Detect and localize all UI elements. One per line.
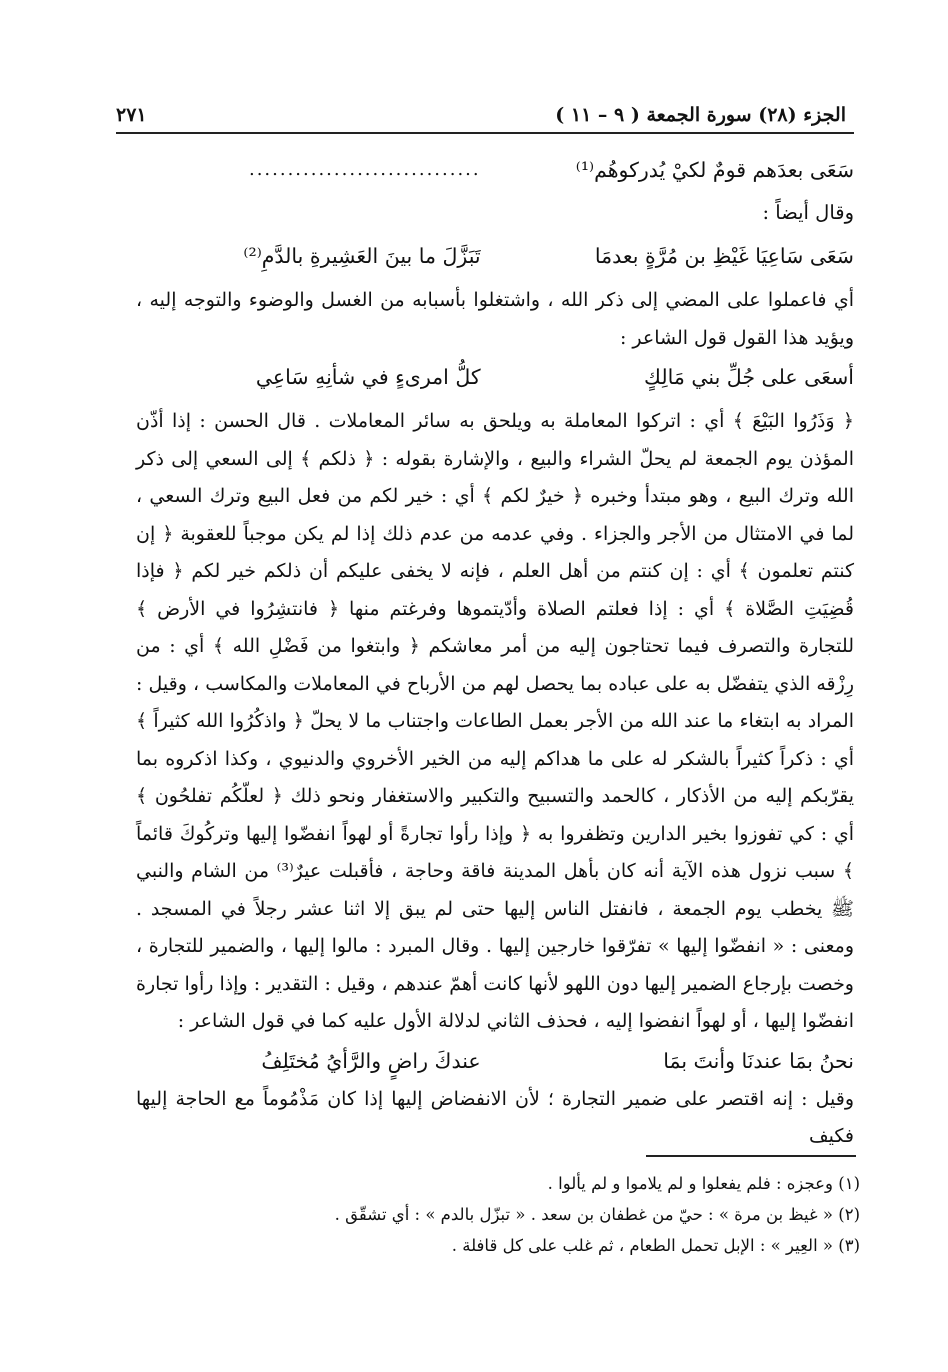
footnotes bbox=[300, 1168, 860, 1261]
poem-verse-4 bbox=[136, 1041, 854, 1081]
paragraph-1: أي فاعملوا على المضي إلى ذكر الله ، واشتغلوا بأسبابه من الغسل والوضوء والتوجه إليه ، ويؤيد هذا القول قول الشاعر : bbox=[136, 289, 854, 349]
verse-2-first-half: سَعَى سَاعِيَا غَيْظِ بن مُرَّةٍ بعدمَا bbox=[594, 244, 854, 268]
poem-verse-3 bbox=[136, 357, 854, 397]
header-rule bbox=[116, 132, 854, 134]
verse-1-first-half: سَعَى بعدَهم قومٌ لكيْ يُدركوهُم⁽¹⁾ bbox=[575, 158, 854, 182]
poem-verse-2 bbox=[136, 236, 854, 276]
verse-4-second-half: عندكَ راضٍ والرَّأيُ مُختَلِفُ bbox=[261, 1048, 481, 1073]
main-text bbox=[136, 150, 854, 1156]
verse-3-first-half: أسعَى على جُلِّ بني مَالِكٍ bbox=[644, 365, 854, 389]
footnote-1: (١) وعجزه : فلم يفعلوا و لم يلاموا و لم يألوا . bbox=[547, 1174, 860, 1193]
running-title: الجزء (٢٨) سورة الجمعة ( ٩ – ١١ ) bbox=[555, 104, 846, 126]
paragraph-3: وقيل : إنه اقتصر على ضمير التجارة ؛ لأن الانفضاض إليها إذا كان مَذْمُوماً مع الحاجة إليها فكيف bbox=[136, 1087, 854, 1147]
intro-line: وقال أيضاً : bbox=[762, 201, 854, 224]
page-number: ٢٧١ bbox=[116, 104, 147, 126]
paragraph-2: ﴿ وَذَرُوا البَيْعَ ﴾ أي : اتركوا المعاملة به ويلحق به سائر المعاملات . قال الحسن : إذا أذّن المؤذن يوم الجمعة لم يحلّ الشراء والبيع ، والإشارة بقوله : ﴿ ذلكم ﴾ إلى السعي إلى ذكر الله وترك البيع ، وهو مبتدأ وخبره ﴿ خيرٌ لكم ﴾ أي : خير لكم من فعل البيع وترك السعي ، لما في الامتثال من الأجر والجزاء . وفي عدمه من عدم ذلك إذا لم يكن موجباً للعقوبة ﴿ إن كنتم تعلمون ﴾ أي : إن كنتم من أهل العلم ، فإنه لا يخفى عليكم أن ذلكم خير لكم ﴿ فإذا قُضِيَتِ الصَّلاة ﴾ أي : إذا فعلتم الصلاة وأدّيتموها وفرغتم منها ﴿ فانتشِرُوا في الأرض ﴾ للتجارة والتصرف فيما تحتاجون إليه من أمر معاشكم ﴿ وابتغوا من فَضْلِ الله ﴾ أي : من رِزْقه الذي يتفضّل به على عباده بما يحصل لهم من الأرباح في المعاملات والمكاسب ، وقيل : المراد به ابتغاء ما عند الله من الأجر بعمل الطاعات واجتناب ما لا يحلّ ﴿ واذكُرُوا الله كثيراً ﴾ أي : ذكراً كثيراً بالشكر له على ما هداكم إليه من الخير الأخروي والدنيوي ، وكذا اذكروه بما يقرّبكم إليه من الأذكار ، كالحمد والتسبيح والتكبير والاستغفار ونحو ذلك ﴿ لعلّكُم تفلحُون ﴾ أي : كي تفوزوا بخير الدارين وتظفروا به ﴿ وإذا رأوا تجارةً أو لهواً انفضّوا إليها وتركُوكَ قائماً ﴾ سبب نزول هذه الآية أنه كان بأهل المدينة فاقة وحاجة ، فأقبلت عيرٌ⁽³⁾ من الشام والنبي ﷺ يخطب يوم الجمعة ، فانفتل الناس إليها حتى لم يبق إلا اثنا عشر رجلاً في المسجد . ومعنى : « انفضّوا إليها » تفرّقوا خارجين إليها . وقال المبرد : مالوا إليها ، والضمير للتجارة ، وخصت بإرجاع الضمير إليها دون اللهو لأنها كانت أهمّ عندهم ، وقيل : التقدير : وإذا رأوا تجارة انفضّوا إليها ، أو لهواً انفضوا إليه ، فحذف الثاني لدلالة الأول عليه كما في قول الشاعر : bbox=[136, 410, 854, 1032]
footnote-rule bbox=[646, 1155, 856, 1157]
poem-verse-1 bbox=[136, 150, 854, 190]
verse-1-ellipsis: .............................. bbox=[248, 159, 481, 180]
page-header bbox=[116, 100, 846, 132]
verse-4-first-half: نحنُ بمَا عندنَا وأنتَ بمَا bbox=[663, 1048, 854, 1073]
verse-2-second-half: تَبَزَّلَ ما بينَ العَشِيرةِ بالدَّمِ⁽²⁾ bbox=[243, 244, 481, 268]
footnote-2: (٢) « غيظ بن مرة » : حيّ من غطفان بن سعد . « تبزّل بالدم » : أي تشقّق . bbox=[334, 1205, 860, 1224]
footnote-3: (٣) « العِير » : الإبل تحمل الطعام ، ثم غلب على كل قافلة . bbox=[451, 1236, 860, 1255]
verse-3-second-half: كلُّ امرىءٍ في شأنِهِ سَاعِي bbox=[255, 365, 481, 389]
